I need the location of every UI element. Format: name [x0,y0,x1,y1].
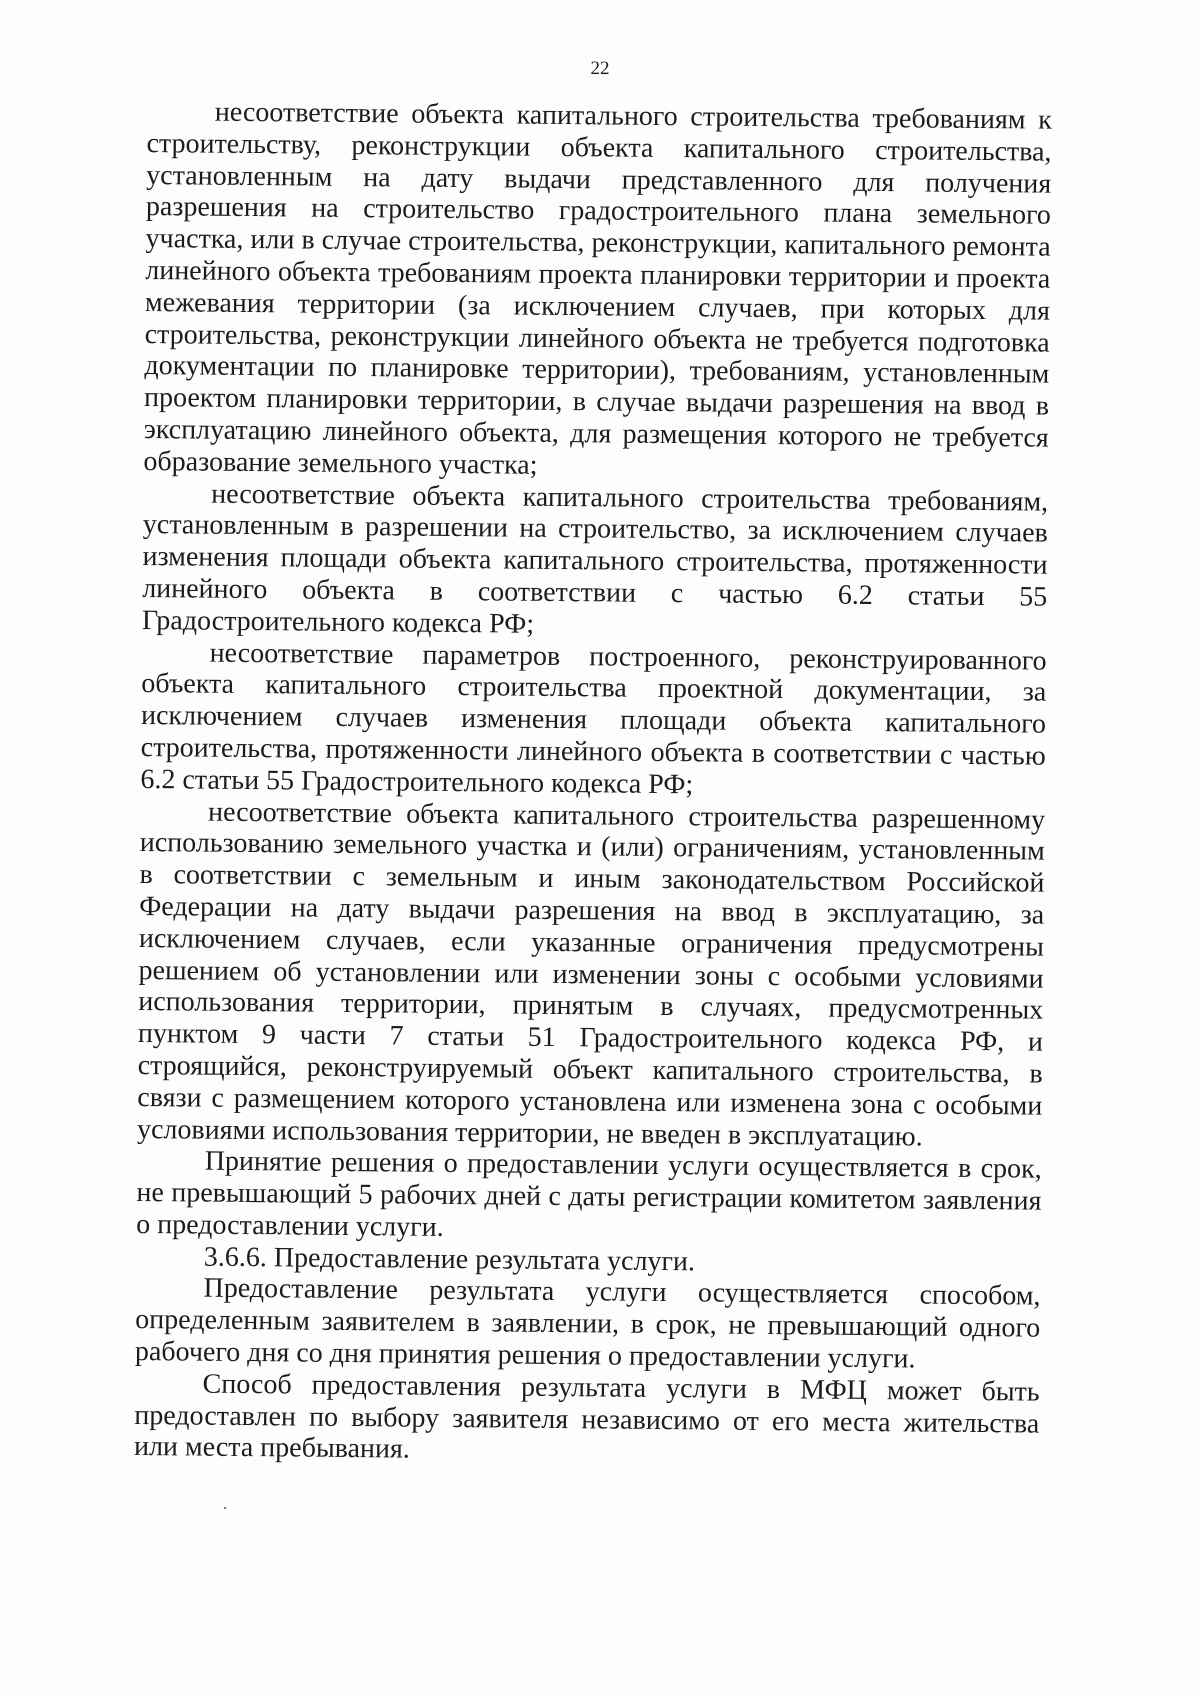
paragraph-noncompliance-capital-object: несоответствие объекта капитального строительства требованиям к строительству, реконструкции объекта капитального строительства, установленным на дату выдачи представленного для получения разрешения на строительство градостроительного плана земельного участка, или в случае строительства, реконструкции, капитального ремонта линейного объекта требованиям проекта планировки территории и проекта межевания территории (за исключением случаев, при которых для строительства, реконструкции линейного объекта не требуется подготовка документации по планировке территории), требованиям, установленным проектом планировки территории, в случае выдачи разрешения на ввод в эксплуатацию линейного объекта, для размещения которого не требуется образование земельного участка; [143,96,1052,481]
paragraph-result-delivery: Предоставление результата услуги осуществляется способом, определенным заявителем в заявлении, в срок, не превышающий одного рабочего дня со дня принятия решения о предоставлении услуги. [134,1273,1041,1375]
section-heading-3-6-6: 3.6.6. Предоставление результата услуги. [203,1241,696,1278]
paragraph-noncompliance-land-use: несоответствие объекта капитального строительства разрешенному использованию земельного участка и (или) ограничениям, установленным в соответствии с земельным и иным законодательством Российской Федерации на дату выдачи разрешения на ввод в эксплуатацию, за исключением случаев, если указанные ограничения предусмотрены решением об установлении или изменении зоны с особыми условиями использования территории, принятым в случаях, предусмотренных пунктом 9 части 7 статьи 51 Градостроительного кодекса РФ, и строящийся, реконструируемый объект капитального строительства, в связи с размещением которого установлена или изменена зона с особыми условиями использования территории, не введен в эксплуатацию. [136,796,1046,1152]
paragraph-mfc-delivery-method: Способ предоставления результата услуги в МФЦ может быть предоставлен по выбору заявителя независимо от его места жительства или места пребывания. [133,1368,1040,1466]
paragraph-decision-deadline: Принятие решения о предоставлении услуги осуществляется в срок, не превышающий 5 рабочих дней с даты регистрации комитетом заявления о предоставлении услуги. [136,1145,1042,1243]
document-body [134,96,1052,1472]
paragraph-noncompliance-parameters: несоответствие параметров построенного, реконструированного объекта капитального строительства проектной документации, за исключением случаев изменения площади объекта капитального строительства, протяженности линейного объекта в соответствии с частью 6.2 статьи 55 Градостроительного кодекса РФ; [140,637,1047,801]
page-number: 22 [590,58,610,79]
scan-speck [224,1507,226,1509]
paragraph-noncompliance-permit: несоответствие объекта капитального строительства требованиям, установленным в разрешении на строительство, за исключением случаев изменения площади объекта капитального строительства, протяженности линейного объекта в соответствии с частью 6.2 статьи 55 Градостроительного кодекса РФ; [141,478,1049,640]
